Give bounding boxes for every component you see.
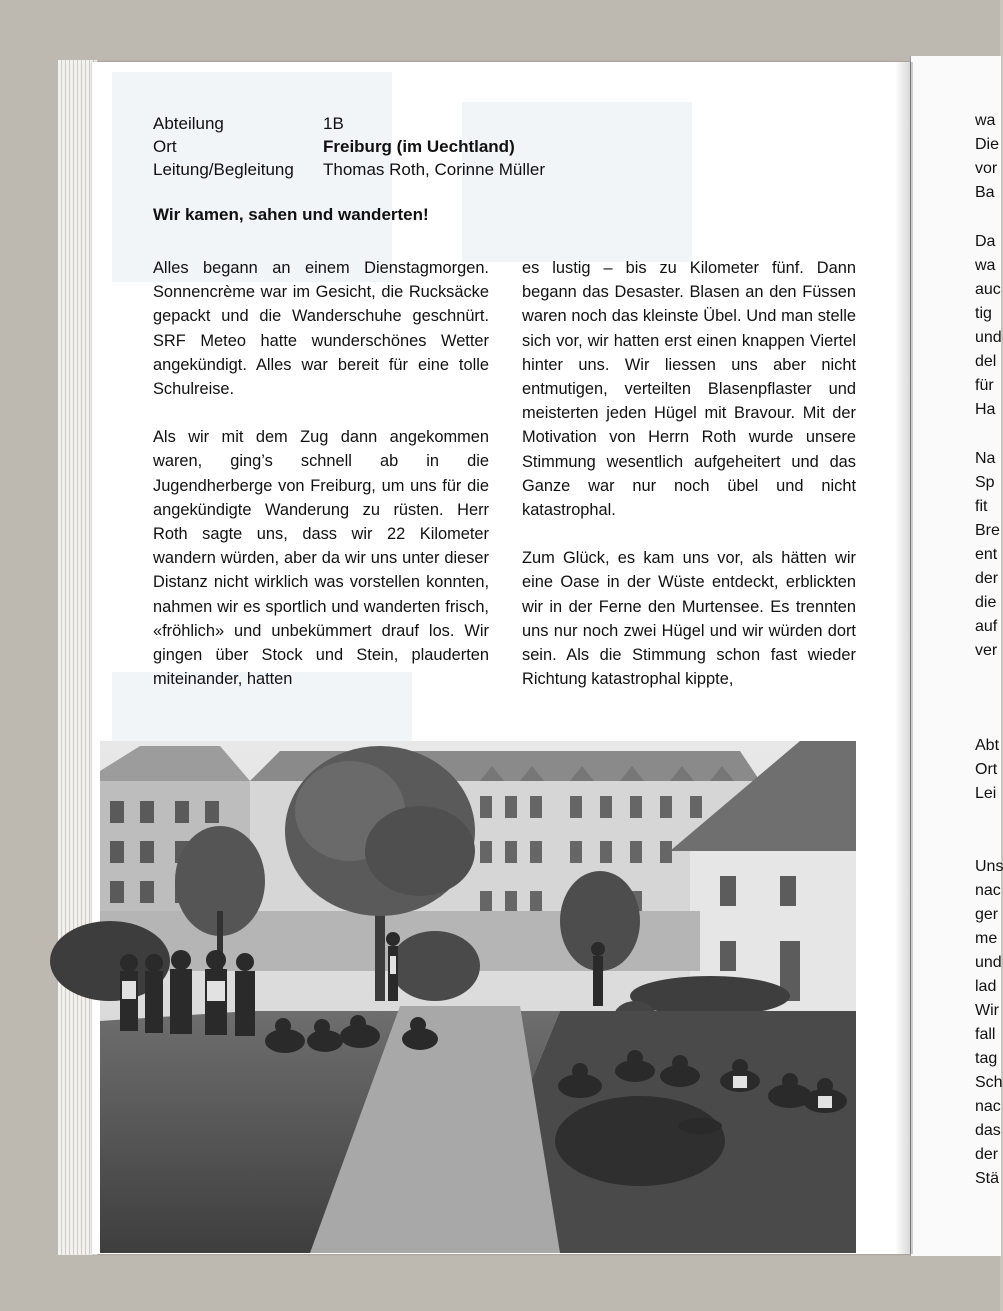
right-page-fragment: ver [975,642,998,659]
meta-value: Freiburg (im Uechtland) [323,137,515,156]
meta-label: Leitung/Begleitung [153,160,294,179]
right-page-fragment: Na [975,450,996,467]
right-page-fragment: Ort [975,761,998,778]
right-page-fragment: Ba [975,184,995,201]
right-page-fragment: Die [975,136,1000,153]
right-page-fragment: für [975,377,994,394]
paragraph: Als wir mit dem Zug dann angekommen waren, ging’s schnell ab in die Jugendherberge von Freiburg, um uns für die angekündigte Wanderung zu rüsten. Herr Roth sagte uns, dass wir 22 Kilometer wandern würden, aber da wir uns unter dieser Distanz nicht wirklich was vorstellen konnten, nahmen wir es sportlich und wanderten frisch, «fröhlich» und unbekümmert drauf los. Wir gingen über Stock und Stein, plauderten miteinander, hatten [153,428,489,689]
article-column-2 [522,256,856,715]
right-page-fragment: Lei [975,785,997,802]
right-page-fragment: fall [975,1026,996,1043]
right-page-fragment: wa [975,257,996,274]
meta-row-abteilung [153,112,545,135]
right-page-fragment: der [975,1146,999,1163]
right-page-fragment: auf [975,618,998,635]
right-page-fragment: Uns [975,858,1003,875]
right-page-fragment: del [975,353,997,370]
right-page-fragment: Ha [975,401,996,418]
meta-row-leitung [153,158,545,181]
article-column-1 [153,256,489,715]
right-page-fragment: nac [975,1098,1001,1115]
group-photo [100,741,856,1253]
right-page-fragment: Bre [975,522,1000,539]
right-page-fragment: me [975,930,998,947]
right-page-fragment: und [975,954,1002,971]
right-page-fragment: und [975,329,1002,346]
meta-row-ort [153,135,545,158]
right-page-fragment: fit [975,498,988,515]
right-page-fragment: ger [975,906,999,923]
right-page-fragment: die [975,594,997,611]
article-title: Wir kamen, sahen und wanderten! [153,205,429,224]
right-page-fragment: tig [975,305,992,322]
meta-info [153,112,545,181]
right-page-fragment: Sch [975,1074,1003,1091]
right-page-fragment: Abt [975,737,1000,754]
right-page-fragment: das [975,1122,1001,1139]
photo-illustration [100,741,856,1253]
right-page-fragment: Sp [975,474,995,491]
gutter-shadow [895,62,913,1254]
right-page-fragment: vor [975,160,998,177]
right-page-fragment: auc [975,281,1001,298]
right-page-fragment: Da [975,233,996,250]
paragraph: Alles begann an einem Dienstagmorgen. Sonnencrème war im Gesicht, die Rucksäcke gepackt und die Wanderschuhe geschnürt. SRF Meteo hatte wunderschönes Wetter angekündigt. Alles war bereit für eine tolle Schulreise. [153,259,489,399]
right-page-fragment: ent [975,546,998,563]
paragraph: es lustig – bis zu Kilometer fünf. Dann begann das Desaster. Blasen an den Füssen waren noch das kleinste Übel. Und man stelle sich vor, wir hatten erst einen knappen Viertel hinter uns. Wir liessen uns aber nicht entmutigen, verteilten Blasenpflaster und meisterten jeden Hügel mit Bravour. Mit der Motivation von Herrn Roth wurde unsere Stimmung wesentlich aufgeheitert und das Ganze war nur noch übel und nicht katastrophal. [522,259,856,520]
right-page-fragment: Wir [975,1002,999,1019]
right-page-fragment: der [975,570,999,587]
right-page-fragment: tag [975,1050,998,1067]
meta-label: Ort [153,137,177,156]
paragraph: Zum Glück, es kam uns vor, als hätten wir eine Oase in der Wüste entdeckt, erblickten wir in der Ferne den Murtensee. Es trennten uns nur noch zwei Hügel und wir würden dort sein. Als die Stimmung schon fast wieder Richtung katastrophal kippte, [522,549,856,689]
right-page-fragment: lad [975,978,997,995]
right-page-fragment: Stä [975,1170,1000,1187]
meta-label: Abteilung [153,114,224,133]
right-page-fragment: nac [975,882,1001,899]
meta-value: 1B [323,114,344,133]
meta-value: Thomas Roth, Corinne Müller [323,160,546,179]
right-page-fragment: wa [975,112,996,129]
